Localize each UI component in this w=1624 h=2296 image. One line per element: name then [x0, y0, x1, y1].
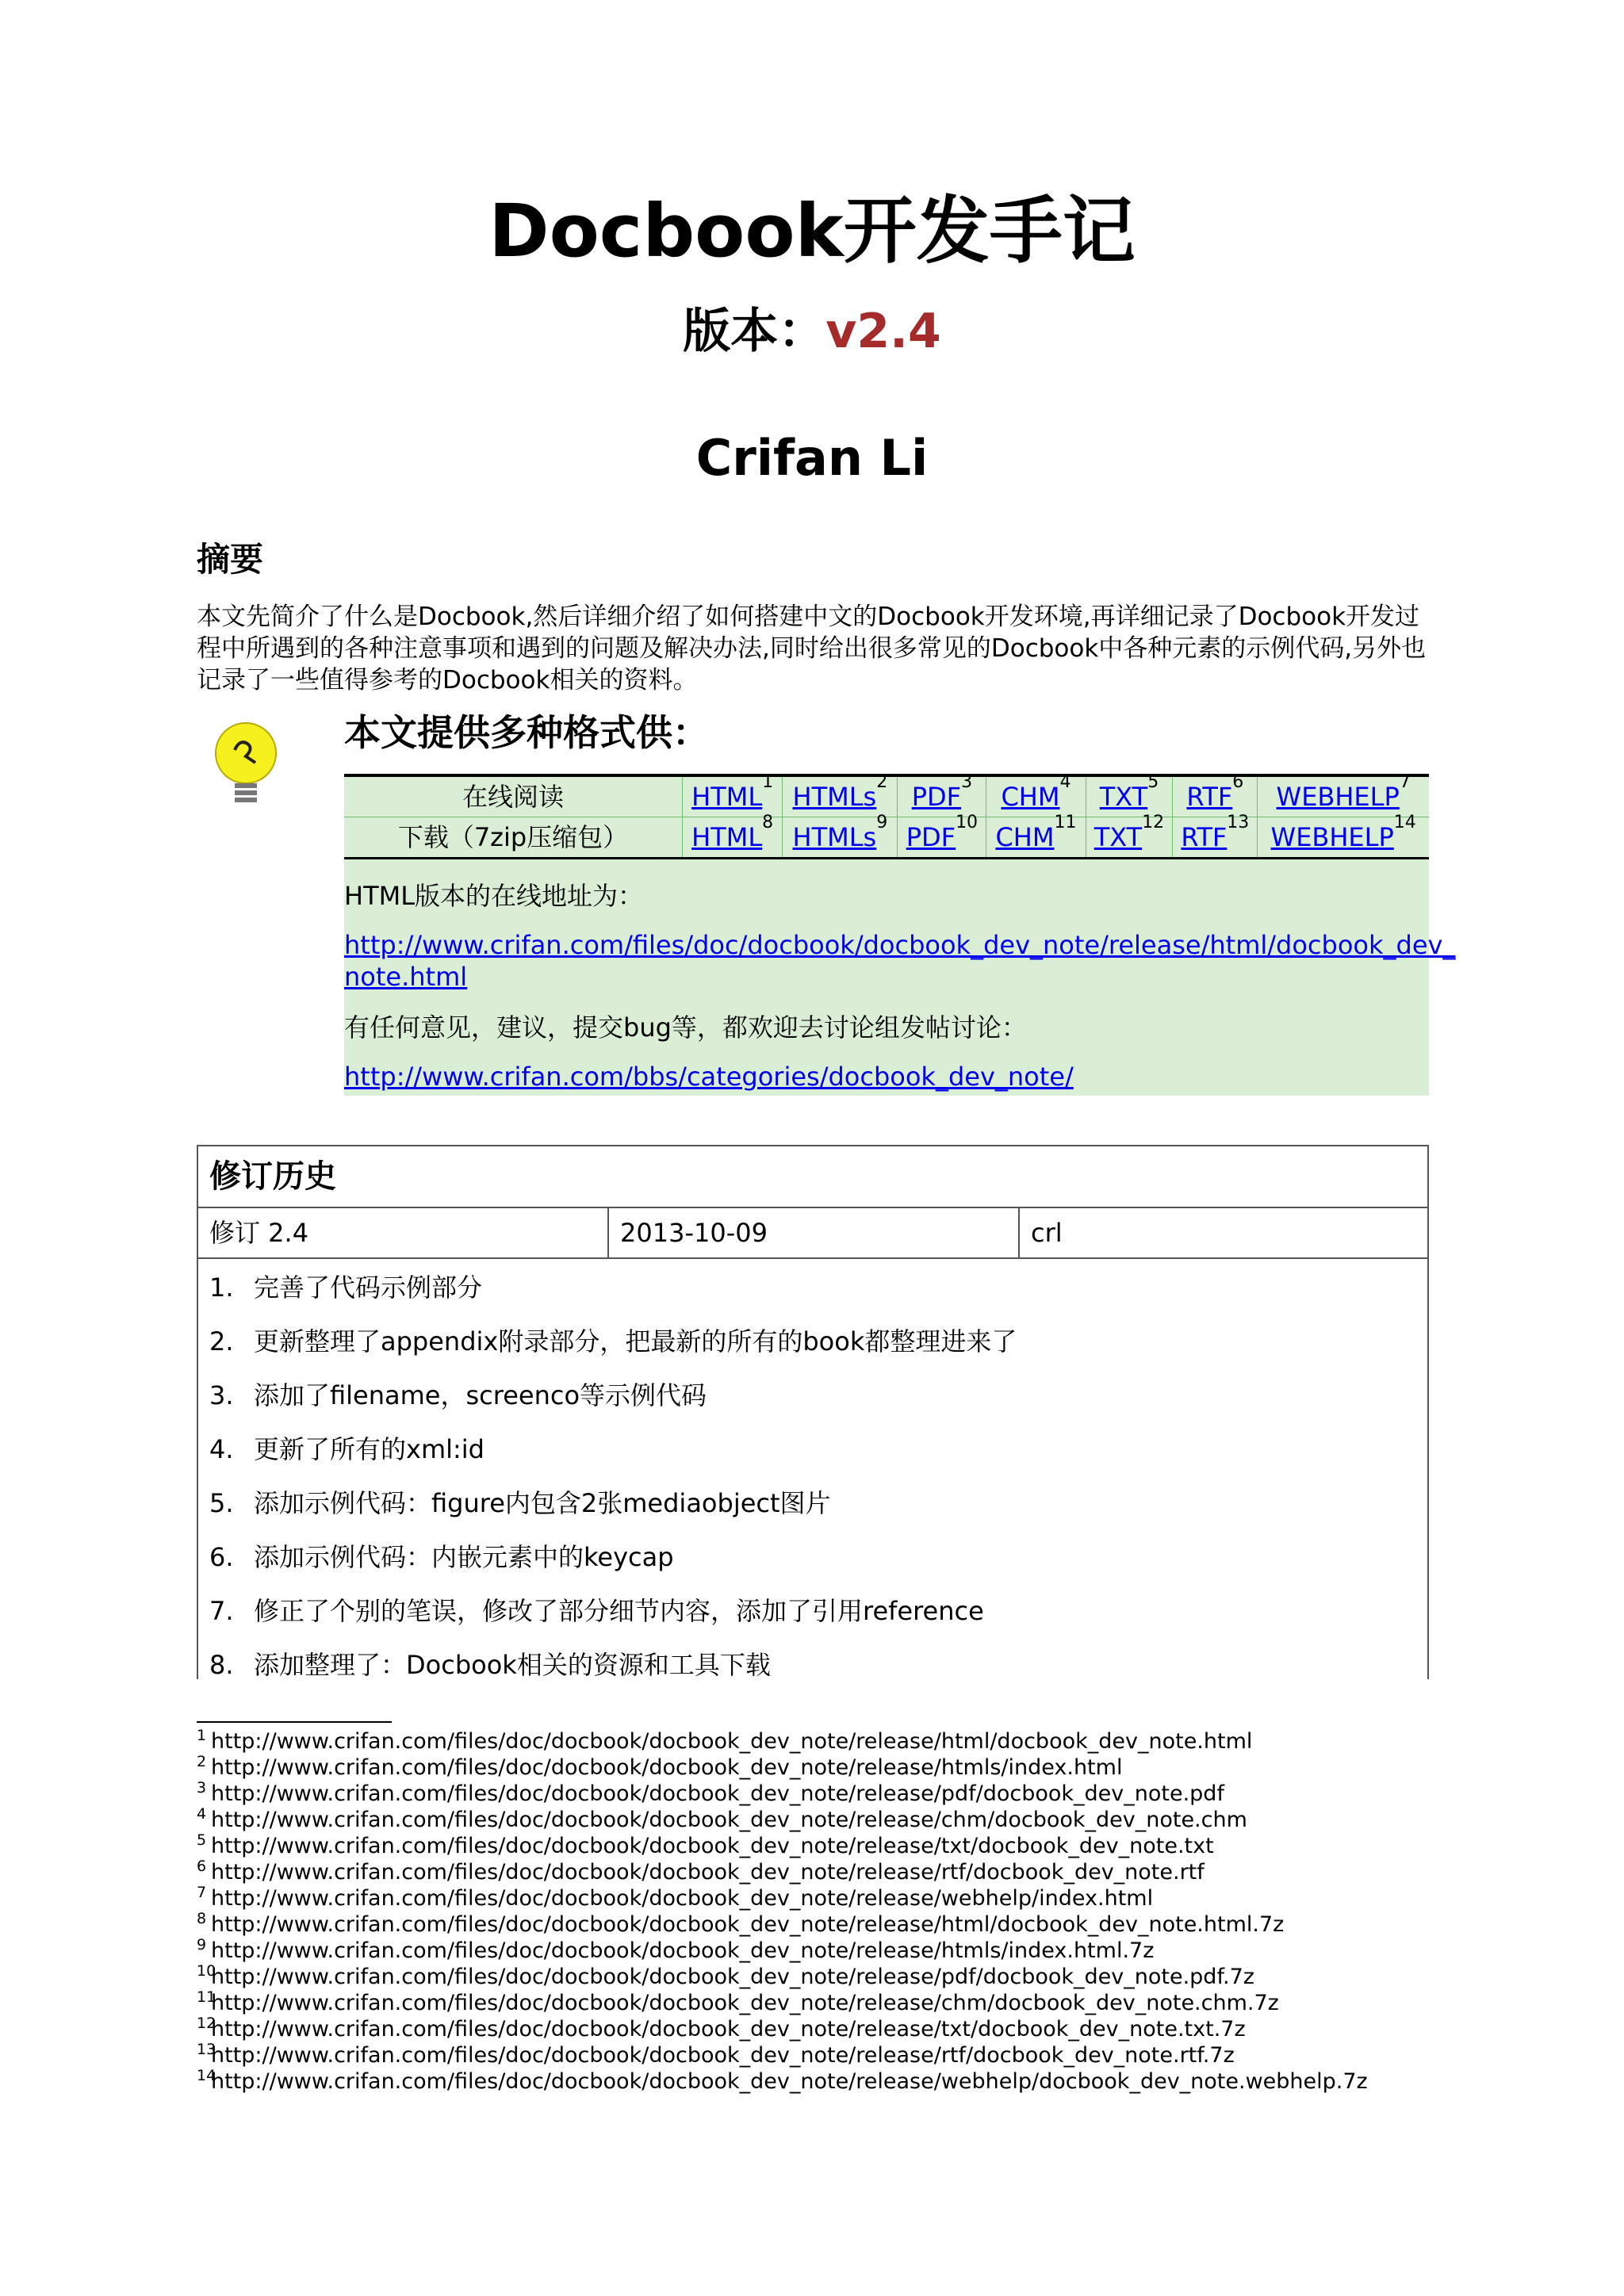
revision-meta-row: [198, 1208, 1427, 1259]
online-html-link[interactable]: HTML: [691, 782, 763, 812]
abstract-line: 本文先简介了什么是Docbook,然后详细介绍了如何搭建中文的Docbook开发环境,再详细记录了Docbook开发过: [197, 603, 1420, 631]
list-item: 5. 添加示例代码：figure内包含2张mediaobject图片: [209, 1488, 831, 1518]
footnote: $^6$ http://www.crifan.com/files/doc/docbook/docbook_dev_note/release/rtf/docbook_dev_note.rtf: [197, 1858, 1205, 1885]
list-item: 8. 添加整理了：Docbook相关的资源和工具下载: [209, 1650, 771, 1680]
footnote: $^4$ http://www.crifan.com/files/doc/docbook/docbook_dev_note/release/chm/docbook_dev_note.chm: [197, 1805, 1247, 1832]
version-number: v2.4: [825, 304, 941, 359]
document-title: Docbook开发手记: [488, 189, 1136, 274]
list-item: 2. 更新整理了appendix附录部分，把最新的所有的book都整理进来了: [209, 1326, 1017, 1357]
footnote: $^3$ http://www.crifan.com/files/doc/docbook/docbook_dev_note/release/pdf/docbook_dev_note.pdf: [197, 1779, 1224, 1806]
html-online-url-line2[interactable]: note.html: [344, 962, 468, 992]
download-html-link[interactable]: HTML: [691, 822, 763, 852]
abstract-line: 程中所遇到的各种注意事项和遇到的问题及解决办法,同时给出很多常见的Docbook中各种元素的示例代码,另外也: [197, 634, 1427, 663]
online-label: 在线阅读: [344, 775, 683, 817]
abstract-heading: 摘要: [197, 540, 264, 579]
version-line: [0, 300, 1624, 363]
download-chm-link[interactable]: CHM: [995, 822, 1055, 852]
footnote: $^5$ http://www.crifan.com/files/doc/docbook/docbook_dev_note/release/txt/docbook_dev_note.txt: [197, 1831, 1214, 1858]
online-pdf-link[interactable]: PDF: [911, 782, 962, 812]
footnote: $^{13}$http://www.crifan.com/files/doc/docbook/docbook_dev_note/release/rtf/docbook_dev_note.rtf.7z: [197, 2041, 1235, 2068]
footnotes: [197, 1728, 1368, 2095]
revision-history: [197, 1145, 1429, 1679]
lightbulb-icon: [213, 721, 279, 809]
footnote: $^9$ http://www.crifan.com/files/doc/docbook/docbook_dev_note/release/htmls/index.html.7z: [197, 1936, 1155, 1963]
download-row: 下载（7zip压缩包） HTML$^8$ HTMLs$^9$ PDF$^{10}$ CHM$^{11}$ TXT$^{12}$ RTF$^{13}$ WEBHELP$^{14}$: [344, 817, 1429, 859]
list-item: 1. 完善了代码示例部分: [209, 1272, 483, 1303]
download-rtf-link[interactable]: RTF: [1181, 822, 1228, 852]
revision-number: 修订 2.4: [198, 1208, 609, 1257]
footnote: $^{14}$http://www.crifan.com/files/doc/docbook/docbook_dev_note/release/webhelp/docbook_dev_note.webhelp.7z: [197, 2067, 1368, 2094]
abstract-line: 记录了一些值得参考的Docbook相关的资料。: [197, 666, 698, 695]
download-pdf-link[interactable]: PDF: [906, 822, 956, 852]
download-txt-link[interactable]: TXT: [1094, 822, 1143, 852]
online-webhelp-link[interactable]: WEBHELP: [1276, 782, 1400, 812]
online-row: 在线阅读 HTML$^1$ HTMLs$^2$ PDF$^3$ CHM$^4$ TXT$^5$ RTF$^6$ WEBHELP$^7$: [344, 775, 1429, 817]
download-label: 下载（7zip压缩包）: [344, 817, 683, 859]
revision-items: [209, 1264, 1017, 1695]
list-item: 7. 修正了个别的笔误，修改了部分细节内容，添加了引用reference: [209, 1596, 984, 1626]
revision-author: crl: [1031, 1218, 1063, 1248]
footnote: $^{11}$http://www.crifan.com/files/doc/docbook/docbook_dev_note/release/chm/docbook_dev_note.chm.7z: [197, 1988, 1279, 2015]
footnote: $^{12}$http://www.crifan.com/files/doc/docbook/docbook_dev_note/release/txt/docbook_dev_note.txt.7z: [197, 2015, 1246, 2042]
formats-heading: 本文提供多种格式供：: [344, 711, 709, 754]
footnote: $^2$ http://www.crifan.com/files/doc/docbook/docbook_dev_note/release/htmls/index.html: [197, 1753, 1123, 1780]
feedback-label: 有任何意见，建议，提交bug等，都欢迎去讨论组发帖讨论：: [344, 1012, 1027, 1043]
download-webhelp-link[interactable]: WEBHELP: [1270, 822, 1394, 852]
download-htmls-link[interactable]: HTMLs: [792, 822, 877, 852]
formats-table: [344, 774, 1429, 859]
footnote: $^{10}$http://www.crifan.com/files/doc/docbook/docbook_dev_note/release/pdf/docbook_dev_note.pdf.7z: [197, 1962, 1254, 1989]
online-htmls-link[interactable]: HTMLs: [792, 782, 877, 812]
online-chm-link[interactable]: CHM: [1001, 782, 1060, 812]
footnote: $^1$ http://www.crifan.com/files/doc/docbook/docbook_dev_note/release/html/docbook_dev_note.html: [197, 1727, 1253, 1754]
list-item: 6. 添加示例代码：内嵌元素中的keycap: [209, 1542, 674, 1572]
footnote: $^8$ http://www.crifan.com/files/doc/docbook/docbook_dev_note/release/html/docbook_dev_note.html.7z: [197, 1910, 1285, 1937]
online-txt-link[interactable]: TXT: [1099, 782, 1148, 812]
online-rtf-link[interactable]: RTF: [1186, 782, 1233, 812]
feedback-url[interactable]: http://www.crifan.com/bbs/categories/docbook_dev_note/: [344, 1062, 1074, 1092]
list-item: 3. 添加了filename，screenco等示例代码: [209, 1380, 707, 1410]
html-online-url-line1[interactable]: http://www.crifan.com/files/doc/docbook/docbook_dev_note/release/html/docbook_dev_: [344, 930, 1456, 960]
html-online-label: HTML版本的在线地址为：: [344, 881, 644, 911]
feedback-url-wrap: [344, 1061, 1074, 1093]
abstract-text: [197, 601, 1434, 696]
revision-date: 2013-10-09: [609, 1208, 1020, 1257]
html-online-url[interactable]: [344, 929, 1455, 993]
author-name: Crifan Li: [695, 429, 929, 487]
footnote-divider: [197, 1721, 392, 1723]
revision-heading: 修订历史: [198, 1146, 1427, 1208]
version-label: 版本：: [683, 304, 826, 359]
footnote: $^7$ http://www.crifan.com/files/doc/docbook/docbook_dev_note/release/webhelp/index.html: [197, 1884, 1154, 1911]
list-item: 4. 更新了所有的xml:id: [209, 1434, 485, 1464]
